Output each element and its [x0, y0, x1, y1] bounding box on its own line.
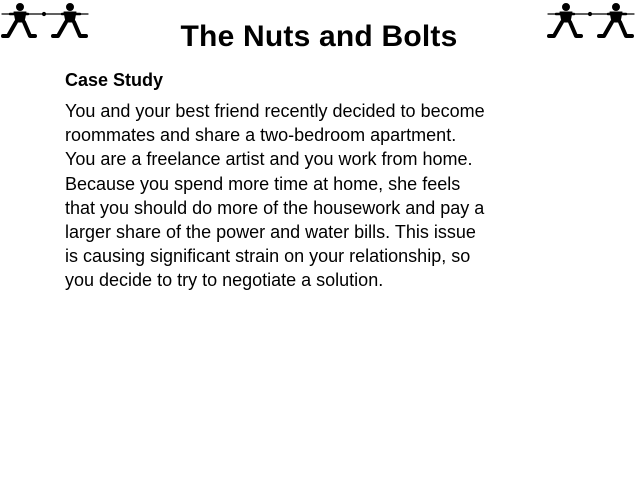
case-study-body: [65, 99, 585, 293]
body-line: that you should do more of the housework and pay a: [65, 197, 485, 218]
body-line: Because you spend more time at home, she feels: [65, 173, 461, 194]
body-line: is causing significant strain on your relationship, so: [65, 246, 471, 267]
slide-title: The Nuts and Bolts: [180, 20, 458, 53]
body-line: You and your best friend recently decided to become: [65, 101, 485, 121]
case-study-heading: Case Study: [65, 70, 164, 90]
body-line: You are a freelance artist and you work from home.: [65, 149, 473, 170]
body-line: you decide to try to negotiate a solution.: [65, 270, 384, 291]
body-line: roommates and share a two-bedroom apartment.: [65, 125, 457, 146]
body-line: larger share of the power and water bills. This issue: [65, 222, 476, 243]
